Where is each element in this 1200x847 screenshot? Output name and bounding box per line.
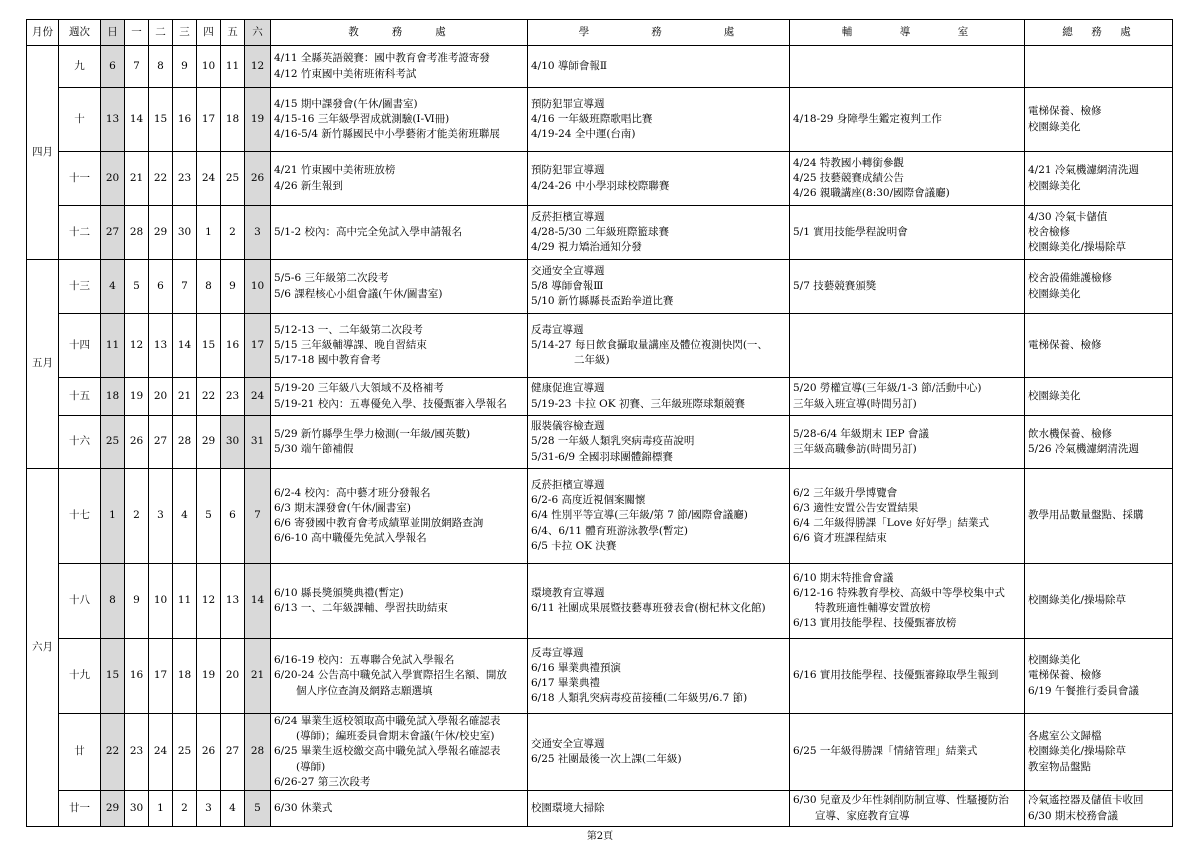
academic-item: 4/21 竹東國中美術班放榜 <box>274 164 396 177</box>
day-cell: 17 <box>245 314 271 378</box>
month-cell: 六月 <box>27 469 59 827</box>
general-cell <box>1025 88 1173 152</box>
day-cell: 15 <box>101 639 125 714</box>
student-item: 4/28-5/30 二年級班際籃球賽 <box>531 225 670 238</box>
day-cell: 6 <box>101 46 125 88</box>
general-item: 電梯保養、檢修 <box>1028 669 1102 682</box>
day-cell: 3 <box>245 206 271 260</box>
week-row <box>27 639 1173 714</box>
academic-item: 6/20-24 公告高中職免試入學實際招生名額、開放 <box>274 669 507 682</box>
student-cell <box>528 564 790 639</box>
academic-cell <box>271 714 528 791</box>
day-cell: 16 <box>125 639 149 714</box>
student-item: 5/14-27 每日飲食攝取量講座及體位複測快閃(一、 <box>531 338 768 351</box>
day-cell: 8 <box>149 46 173 88</box>
day-cell: 25 <box>101 416 125 469</box>
counsel-cell <box>790 314 1025 378</box>
day-cell: 19 <box>245 88 271 152</box>
student-item: 反毒宣導週 <box>531 323 584 336</box>
student-item: 6/4 性別平等宣導(三年級/第 7 節/國際會議廳) <box>531 509 748 522</box>
general-item: 校園綠美化 <box>1028 654 1081 667</box>
student-item: 6/16 畢業典禮預演 <box>531 661 621 674</box>
student-item: 5/31-6/9 全國羽球團體錦標賽 <box>531 450 673 463</box>
counsel-item: 5/7 技藝競賽頒獎 <box>793 279 877 292</box>
student-item: 6/25 社團最後一次上課(二年級) <box>531 753 682 766</box>
day-cell: 30 <box>173 206 197 260</box>
day-cell: 2 <box>173 791 197 827</box>
day-cell: 10 <box>245 260 271 314</box>
student-cell <box>528 469 790 564</box>
day-cell: 10 <box>197 46 221 88</box>
day-cell: 23 <box>125 714 149 791</box>
day-cell: 11 <box>101 314 125 378</box>
week-number-cell: 十 <box>59 88 101 152</box>
student-cell <box>528 639 790 714</box>
day-cell: 17 <box>197 88 221 152</box>
day-cell: 26 <box>245 152 271 206</box>
counsel-item: 5/1 實用技能學程說明會 <box>793 225 908 238</box>
week-number-cell: 十九 <box>59 639 101 714</box>
academic-cell <box>271 206 528 260</box>
counsel-cell <box>790 639 1025 714</box>
student-cell <box>528 314 790 378</box>
student-cell <box>528 260 790 314</box>
counsel-cell <box>790 791 1025 827</box>
student-item: 反菸拒檳宣導週 <box>531 478 605 491</box>
student-cell <box>528 206 790 260</box>
header-month: 月份 <box>27 20 59 46</box>
day-cell: 13 <box>101 88 125 152</box>
academic-item: 6/6-10 高中職優先免試入學報名 <box>274 532 427 545</box>
counsel-item: 5/20 勞權宣導(三年級/1-3 節/活動中心) <box>793 382 982 395</box>
student-cell <box>528 714 790 791</box>
counsel-item: 4/24 特教國小轉銜參觀 <box>793 156 904 169</box>
general-item: 各處室公文歸檔 <box>1028 730 1102 743</box>
week-number-cell: 十一 <box>59 152 101 206</box>
day-cell: 12 <box>197 564 221 639</box>
counsel-item: 特教班適性輔導安置放榜 <box>815 602 931 614</box>
student-item: 6/5 卡拉 OK 決賽 <box>531 539 617 552</box>
day-cell: 12 <box>125 314 149 378</box>
academic-cell <box>271 314 528 378</box>
general-item: 校舍設備維護檢修 <box>1028 272 1112 285</box>
counsel-item: 6/2 三年級升學博覽會 <box>793 486 898 499</box>
day-cell: 23 <box>221 378 245 416</box>
student-cell <box>528 416 790 469</box>
counsel-item: 宣導、家庭教育宣導 <box>815 809 910 822</box>
day-cell: 5 <box>197 469 221 564</box>
academic-item: 6/10 縣長獎頒獎典禮(暫定) <box>274 586 404 599</box>
counsel-cell <box>790 564 1025 639</box>
week-number-cell: 廿一 <box>59 791 101 827</box>
week-row <box>27 791 1173 827</box>
counsel-cell <box>790 46 1025 88</box>
day-cell: 31 <box>245 416 271 469</box>
day-cell: 1 <box>149 791 173 827</box>
counsel-item: 6/30 兒童及少年性剝削防制宣導、性騷擾防治 <box>793 794 1009 807</box>
student-cell <box>528 46 790 88</box>
day-cell: 2 <box>221 206 245 260</box>
student-item: 4/16 一年級班際歌唱比賽 <box>531 112 653 125</box>
academic-cell <box>271 88 528 152</box>
counsel-item: 6/13 實用技能學程、技優甄審放榜 <box>793 617 957 630</box>
academic-item: 5/5-6 三年級第二次段考 <box>274 272 389 285</box>
header-counsel: 輔 導 室 <box>790 20 1025 46</box>
counsel-cell <box>790 378 1025 416</box>
week-number-cell: 十八 <box>59 564 101 639</box>
general-cell <box>1025 714 1173 791</box>
week-row <box>27 714 1173 791</box>
week-row <box>27 88 1173 152</box>
general-cell <box>1025 206 1173 260</box>
counsel-item: 6/3 適性安置公告安置結果 <box>793 501 919 514</box>
week-number-cell: 十三 <box>59 260 101 314</box>
student-item: 二年級) <box>574 354 610 367</box>
academic-item: 6/24 畢業生返校領取高中職免試入學報名確認表 <box>274 715 501 727</box>
general-item: 4/30 冷氣卡儲值 <box>1028 210 1108 223</box>
page-footer: 第2頁 <box>586 831 614 842</box>
student-item: 預防犯罪宣導週 <box>531 164 605 177</box>
academic-item: 6/26-27 第三次段考 <box>274 775 371 788</box>
day-cell: 9 <box>173 46 197 88</box>
day-cell: 14 <box>173 314 197 378</box>
header-student: 學 務 處 <box>528 20 790 46</box>
general-item: 校園綠美化 <box>1028 287 1081 300</box>
header-academic: 教 務 處 <box>271 20 528 46</box>
header-day-sun: 日 <box>101 20 125 46</box>
day-cell: 25 <box>173 714 197 791</box>
student-cell <box>528 791 790 827</box>
student-item: 5/28 一年級人類乳突病毒疫苗說明 <box>531 435 695 448</box>
general-cell <box>1025 639 1173 714</box>
academic-item: 6/3 期末課發會(午休/圖書室) <box>274 501 411 514</box>
counsel-cell <box>790 416 1025 469</box>
day-cell: 30 <box>221 416 245 469</box>
general-item: 校園綠美化 <box>1028 389 1081 402</box>
general-cell <box>1025 314 1173 378</box>
day-cell: 21 <box>245 639 271 714</box>
day-cell: 26 <box>197 714 221 791</box>
day-cell: 6 <box>149 260 173 314</box>
day-cell: 9 <box>221 260 245 314</box>
week-number-cell: 廿 <box>59 714 101 791</box>
general-item: 校園綠美化 <box>1028 120 1081 133</box>
general-item: 教學用品數量盤點、採購 <box>1028 509 1144 522</box>
counsel-item: 5/28-6/4 年級期末 IEP 會議 <box>793 427 929 440</box>
student-item: 交通安全宣導週 <box>531 264 605 277</box>
academic-item: 6/16-19 校內：五專聯合免試入學報名 <box>274 654 455 667</box>
academic-cell <box>271 378 528 416</box>
academic-item: 4/26 新生報到 <box>274 179 343 192</box>
header-day-sat: 六 <box>245 20 271 46</box>
academic-item: 6/30 休業式 <box>274 801 333 814</box>
week-row <box>27 416 1173 469</box>
header-row <box>27 20 1173 46</box>
day-cell: 21 <box>125 152 149 206</box>
general-item: 校園綠美化/操場除草 <box>1028 745 1127 758</box>
academic-item: 4/15 期中課發會(午休/圖書室) <box>274 97 418 110</box>
student-item: 交通安全宣導週 <box>531 737 605 750</box>
general-item: 冷氣遙控器及儲值卡收回 <box>1028 794 1144 807</box>
academic-cell <box>271 152 528 206</box>
week-number-cell: 九 <box>59 46 101 88</box>
academic-item: 5/19-21 校內：五專優免入學、技優甄審入學報名 <box>274 397 507 410</box>
day-cell: 26 <box>125 416 149 469</box>
academic-item: (導師) <box>296 760 326 773</box>
day-cell: 30 <box>125 791 149 827</box>
academic-cell <box>271 639 528 714</box>
day-cell: 3 <box>197 791 221 827</box>
general-item: 電梯保養、檢修 <box>1028 105 1102 118</box>
academic-item: 6/13 一、二年級課輔、學習扶助結束 <box>274 602 448 614</box>
general-item: 電梯保養、檢修 <box>1028 338 1102 351</box>
header-day-tue: 二 <box>149 20 173 46</box>
academic-item: 5/19-20 三年級八大領域不及格補考 <box>274 382 444 395</box>
counsel-item: 6/12-16 特殊教育學校、高級中等學校集中式 <box>793 586 1005 599</box>
student-item: 健康促進宣導週 <box>531 382 605 395</box>
counsel-cell <box>790 714 1025 791</box>
day-cell: 25 <box>221 152 245 206</box>
student-item: 6/18 人類乳突病毒疫苗接種(二年級男/6.7 節) <box>531 692 748 705</box>
student-cell <box>528 378 790 416</box>
week-number-cell: 十六 <box>59 416 101 469</box>
general-item: 校舍檢修 <box>1028 225 1070 238</box>
academic-item: 個人序位查詢及網路志願選填 <box>296 684 433 697</box>
general-cell <box>1025 152 1173 206</box>
academic-item: 5/17-18 國中教育會考 <box>274 354 381 367</box>
counsel-item: 6/4 二年級得勝課「Love 好好學」結業式 <box>793 517 990 529</box>
general-item: 4/21 冷氣機濾網清洗週 <box>1028 164 1139 177</box>
academic-item: 5/1-2 校內：高中完全免試入學申請報名 <box>274 225 462 238</box>
academic-item: 5/15 三年級輔導課、晚自習結束 <box>274 338 427 351</box>
student-item: 校園環境大掃除 <box>531 801 605 814</box>
counsel-cell <box>790 469 1025 564</box>
student-item: 6/2-6 高度近視個案關懷 <box>531 494 646 507</box>
academic-item: (導師)；編班委員會期末會議(午休/校史室) <box>296 730 495 743</box>
day-cell: 22 <box>149 152 173 206</box>
day-cell: 4 <box>101 260 125 314</box>
day-cell: 29 <box>149 206 173 260</box>
day-cell: 28 <box>173 416 197 469</box>
day-cell: 14 <box>125 88 149 152</box>
counsel-item: 6/25 一年級得勝課「情緒管理」結業式 <box>793 745 978 758</box>
general-cell <box>1025 46 1173 88</box>
counsel-item: 6/6 資才班課程結束 <box>793 532 887 545</box>
month-cell: 四月 <box>27 46 59 260</box>
day-cell: 7 <box>245 469 271 564</box>
day-cell: 22 <box>101 714 125 791</box>
header-day-fri: 五 <box>221 20 245 46</box>
school-calendar-table <box>26 19 1173 827</box>
general-cell <box>1025 378 1173 416</box>
day-cell: 11 <box>221 46 245 88</box>
day-cell: 7 <box>125 46 149 88</box>
day-cell: 3 <box>149 469 173 564</box>
academic-cell <box>271 791 528 827</box>
student-item: 6/11 社團成果展暨技藝專班發表會(樹杞林文化館) <box>531 602 766 614</box>
student-item: 4/19-24 全中運(台南) <box>531 128 636 141</box>
header-day-mon: 一 <box>125 20 149 46</box>
week-row <box>27 46 1173 88</box>
general-item: 6/19 午餐推行委員會議 <box>1028 684 1139 697</box>
day-cell: 23 <box>173 152 197 206</box>
counsel-item: 三年級入班宣導(時間另訂) <box>793 397 917 410</box>
day-cell: 8 <box>101 564 125 639</box>
student-item: 5/8 導師會報Ⅲ <box>531 279 604 292</box>
week-row <box>27 206 1173 260</box>
student-item: 4/24-26 中小學羽球校際聯賽 <box>531 179 670 192</box>
day-cell: 5 <box>245 791 271 827</box>
academic-item: 5/12-13 一、二年級第二次段考 <box>274 323 423 336</box>
day-cell: 10 <box>149 564 173 639</box>
day-cell: 16 <box>221 314 245 378</box>
counsel-item: 4/18-29 身障學生鑑定複判工作 <box>793 112 942 125</box>
student-item: 預防犯罪宣導週 <box>531 97 605 110</box>
day-cell: 5 <box>125 260 149 314</box>
student-item: 4/10 導師會報Ⅱ <box>531 59 608 72</box>
academic-item: 6/2-4 校內：高中藝才班分發報名 <box>274 486 431 499</box>
general-item: 教室物品盤點 <box>1028 760 1091 773</box>
academic-cell <box>271 260 528 314</box>
header-week: 週次 <box>59 20 101 46</box>
general-item: 飲水機保養、檢修 <box>1028 427 1112 440</box>
student-cell <box>528 152 790 206</box>
day-cell: 1 <box>197 206 221 260</box>
counsel-cell <box>790 88 1025 152</box>
week-row <box>27 378 1173 416</box>
day-cell: 4 <box>221 791 245 827</box>
week-number-cell: 十七 <box>59 469 101 564</box>
week-number-cell: 十五 <box>59 378 101 416</box>
general-item: 校園綠美化/操場除草 <box>1028 594 1127 607</box>
academic-item: 5/30 端午節補假 <box>274 443 354 455</box>
day-cell: 20 <box>101 152 125 206</box>
counsel-cell <box>790 260 1025 314</box>
general-cell <box>1025 791 1173 827</box>
week-row <box>27 469 1173 564</box>
academic-item: 4/15-16 三年級學習成就測驗(Ⅰ-Ⅵ冊) <box>274 112 450 125</box>
student-item: 環境教育宣導週 <box>531 586 605 599</box>
academic-cell <box>271 469 528 564</box>
counsel-cell <box>790 206 1025 260</box>
counsel-item: 6/10 期末特推會會議 <box>793 571 894 584</box>
academic-item: 6/6 寄發國中教育會考成績單並開放網路查詢 <box>274 517 484 529</box>
day-cell: 27 <box>101 206 125 260</box>
academic-cell <box>271 416 528 469</box>
academic-item: 4/11 全縣英語競賽：國中教育會考准考證寄發 <box>274 52 490 65</box>
day-cell: 13 <box>221 564 245 639</box>
day-cell: 11 <box>173 564 197 639</box>
week-row <box>27 564 1173 639</box>
general-item: 5/26 冷氣機濾網清洗週 <box>1028 443 1139 455</box>
day-cell: 13 <box>149 314 173 378</box>
day-cell: 17 <box>149 639 173 714</box>
day-cell: 20 <box>149 378 173 416</box>
counsel-item: 4/25 技藝競賽成績公告 <box>793 171 904 184</box>
day-cell: 29 <box>197 416 221 469</box>
general-item: 6/30 期末校務會議 <box>1028 809 1118 822</box>
student-item: 5/10 新竹縣縣長盃跆拳道比賽 <box>531 295 674 308</box>
day-cell: 20 <box>221 639 245 714</box>
week-row <box>27 152 1173 206</box>
day-cell: 28 <box>245 714 271 791</box>
week-row <box>27 314 1173 378</box>
day-cell: 4 <box>173 469 197 564</box>
general-cell <box>1025 416 1173 469</box>
day-cell: 19 <box>197 639 221 714</box>
day-cell: 22 <box>197 378 221 416</box>
counsel-item: 三年級高職參訪(時間另訂) <box>793 443 917 455</box>
day-cell: 15 <box>197 314 221 378</box>
day-cell: 18 <box>173 639 197 714</box>
month-cell: 五月 <box>27 260 59 469</box>
student-item: 6/4、6/11 體育班游泳教學(暫定) <box>531 524 689 537</box>
student-item: 反毒宣導週 <box>531 646 584 659</box>
day-cell: 12 <box>245 46 271 88</box>
general-item: 校園綠美化 <box>1028 179 1081 192</box>
academic-item: 5/6 課程核心小組會議(午休/圖書室) <box>274 287 443 300</box>
general-cell <box>1025 564 1173 639</box>
counsel-item: 6/16 實用技能學程、技優甄審錄取學生報到 <box>793 669 999 682</box>
day-cell: 2 <box>125 469 149 564</box>
day-cell: 18 <box>101 378 125 416</box>
header-day-thu: 四 <box>197 20 221 46</box>
academic-item: 6/25 畢業生返校繳交高中職免試入學報名確認表 <box>274 745 501 758</box>
week-row <box>27 260 1173 314</box>
student-item: 4/29 視力矯治通知分發 <box>531 241 642 254</box>
header-day-wed: 三 <box>173 20 197 46</box>
day-cell: 21 <box>173 378 197 416</box>
week-number-cell: 十二 <box>59 206 101 260</box>
day-cell: 15 <box>149 88 173 152</box>
general-item: 校園綠美化/操場除草 <box>1028 241 1127 254</box>
day-cell: 24 <box>149 714 173 791</box>
day-cell: 24 <box>197 152 221 206</box>
academic-cell <box>271 564 528 639</box>
day-cell: 18 <box>221 88 245 152</box>
day-cell: 29 <box>101 791 125 827</box>
academic-item: 4/16-5/4 新竹縣國民中小學藝術才能美術班聯展 <box>274 128 500 141</box>
day-cell: 19 <box>125 378 149 416</box>
day-cell: 7 <box>173 260 197 314</box>
student-cell <box>528 88 790 152</box>
general-cell <box>1025 260 1173 314</box>
academic-item: 4/12 竹東國中美術班術科考試 <box>274 67 417 80</box>
student-item: 5/19-23 卡拉 OK 初賽、三年級班際球類競賽 <box>531 397 745 410</box>
day-cell: 16 <box>173 88 197 152</box>
student-item: 6/17 畢業典禮 <box>531 677 600 689</box>
counsel-item: 4/26 親職講座(8:30/國際會議廳) <box>793 187 950 200</box>
academic-item: 5/29 新竹縣學生學力檢測(一年級/國英數) <box>274 427 471 440</box>
day-cell: 14 <box>245 564 271 639</box>
day-cell: 6 <box>221 469 245 564</box>
student-item: 反菸拒檳宣導週 <box>531 210 605 223</box>
day-cell: 28 <box>125 206 149 260</box>
day-cell: 1 <box>101 469 125 564</box>
student-item: 服裝儀容檢查週 <box>531 420 605 433</box>
day-cell: 27 <box>221 714 245 791</box>
day-cell: 9 <box>125 564 149 639</box>
counsel-cell <box>790 152 1025 206</box>
day-cell: 8 <box>197 260 221 314</box>
week-number-cell: 十四 <box>59 314 101 378</box>
day-cell: 24 <box>245 378 271 416</box>
day-cell: 27 <box>149 416 173 469</box>
header-general: 總 務 處 <box>1025 20 1173 46</box>
academic-cell <box>271 46 528 88</box>
general-cell <box>1025 469 1173 564</box>
